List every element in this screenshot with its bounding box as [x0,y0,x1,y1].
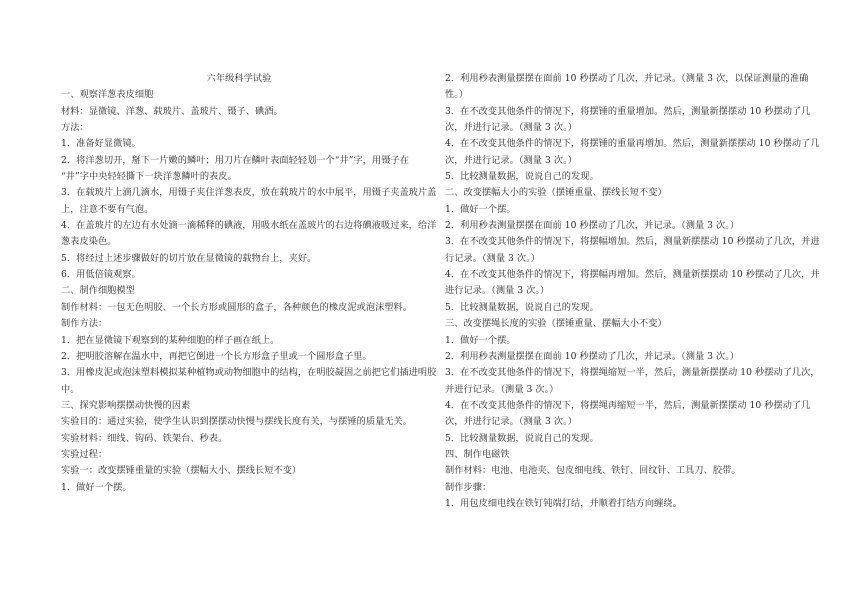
text-line: 三、改变摆绳长度的实验（摆锤重量、摆幅大小不变） [445,318,667,330]
text-line: 2．把明胶溶解在温水中，再把它倒进一个长方形盒子里或一个圆形盒子里。 [61,350,372,362]
text-line: “井”字中央轻轻撕下一块洋葱鳞叶的表皮。 [61,171,237,183]
text-line: 5．比较测量数据，说说自己的发现。 [445,301,599,313]
text-line: 5．比较测量数据，说说自己的发现。 [445,432,599,444]
text-line: 制作步骤： [445,481,492,493]
text-line: 1．用包皮细电线在铁钉钝端打结，并顺着打结方向缠绕。 [445,497,682,509]
text-line: 三、探究影响摆摆动快慢的因素 [61,399,191,411]
right-text-lines [445,71,820,512]
text-line: 1．把在显微镜下观察到的某种细胞的样子画在纸上。 [61,334,280,346]
text-line: 制作方法： [61,318,108,330]
text-line: 4．在盖玻片的左边有水处滴一滴稀释的碘液，用吸水纸在盖玻片的右边将碘液吸过来，给洋 [61,220,437,232]
text-line: 4．在不改变其他条件的情况下，将摆绳再缩短一半，然后，测量新摆摆动 10 秒摆动了几 [445,399,811,411]
text-line: 实验目的：通过实验，使学生认识到摆摆动快慢与摆线长度有关，与摆锤的质量无关。 [61,416,413,428]
right-column [445,71,820,512]
text-line: 3．在不改变其他条件的情况下，将摆绳缩短一半，然后，测量新摆摆动 10 秒摆动了几次， [445,367,820,379]
text-line: 2．利用秒表测量摆摆在面前 10 秒摆动了几次，并记录。（测量 3 次。） [445,350,740,362]
text-line: 3．在不改变其他条件的情况下，将摆锤的重量增加。然后，测量新摆摆动 10 秒摆动了几 [445,105,811,117]
text-line: 中。 [61,383,80,395]
document-title: 六年级科学试验 [206,73,272,84]
text-line: 二、制作细胞模型 [61,285,135,297]
text-line: 2．利用秒表测量摆摆在面前 10 秒摆动了几次，并记录。（测量 3 次，以保证测量的准确 [445,73,809,84]
text-line: 材料：显微镜、洋葱、载玻片、盖玻片、镊子、碘酒。 [61,105,283,117]
text-line: 2．利用秒表测量摆摆在面前 10 秒摆动了几次，并记录。（测量 3 次。） [445,220,740,232]
text-line: 实验过程： [61,448,108,460]
left-text-lines [61,87,437,496]
text-line: 葱表皮染色。 [61,236,117,248]
text-line: 并进行记录。（测量 3 次。） [445,383,559,395]
text-line: 二、改变摆幅大小的实验（摆锤重量、摆线长短不变） [445,187,667,199]
text-line: 5．将经过上述步骤做好的切片放在显微镜的载物台上，夹好。 [61,252,317,264]
text-line: 实验材料：细线、钩码、铁架台、秒表。 [61,432,228,444]
text-line: 一、观察洋葱表皮细胞 [61,89,154,101]
text-line: 3．在不改变其他条件的情况下，将摆幅增加。然后，测量新摆摆动 10 秒摆动了几次，并进 [445,236,820,248]
text-line: 6．用低倍镜观察。 [61,269,141,281]
text-line: 1．做好一个摆。 [445,334,516,346]
left-column [61,71,437,496]
text-line: 四、制作电磁铁 [445,448,510,460]
text-line: 1．做好一个摆。 [61,481,132,493]
text-line: 5．比较测量数据，说说自己的发现。 [445,171,599,183]
text-line: 2．将洋葱切开，掰下一片嫩的鳞叶；用刀片在鳞叶表面轻轻划一个“井”字，用镊子在 [61,154,409,166]
text-line: 4．在不改变其他条件的情况下，将摆幅再增加。然后，测量新摆摆动 10 秒摆动了几次，并 [445,269,820,281]
text-line: 制作材料：一包无色明胶、一个长方形或圆形的盒子，各种颜色的橡皮泥或泡沫塑料。 [61,301,413,313]
text-line: 1．做好一个摆。 [445,203,516,215]
text-line: 行记录。（测量 3 次。） [445,252,541,264]
text-line: 性。） [445,89,469,101]
text-line: 方法： [61,122,89,134]
text-line: 次，并进行记录。（测量 3 次。） [445,416,577,428]
text-line: 上，注意不要有气泡。 [61,203,154,215]
text-line: 3．在载玻片上滴几滴水，用镊子夹住洋葱表皮，放在载玻片的水中展平，用镊子夹盖玻片盖 [61,187,437,199]
text-line: 次，并进行记录。（测量 3 次。） [445,122,577,134]
text-line: 4．在不改变其他条件的情况下，将摆锤的重量再增加。然后，测量新摆摆动 10 秒摆动了几 [445,138,820,150]
text-line: 1．准备好显微镜。 [61,138,141,150]
text-line: 进行记录。（测量 3 次。） [445,285,550,297]
text-line: 实验一：改变摆锤重量的实验（摆幅大小、摆线长短不变） [61,465,302,477]
text-line: 次，并进行记录。（测量 3 次。） [445,154,577,166]
text-line: 3．用橡皮泥或泡沫塑料模拟某种植物或动物细胞中的结构，在明胶凝固之前把它们插进明胶 [61,367,437,379]
text-line: 制作材料：电池、电池夹、包皮细电线、铁钉、回纹针、工具刀、胶带。 [445,465,741,477]
